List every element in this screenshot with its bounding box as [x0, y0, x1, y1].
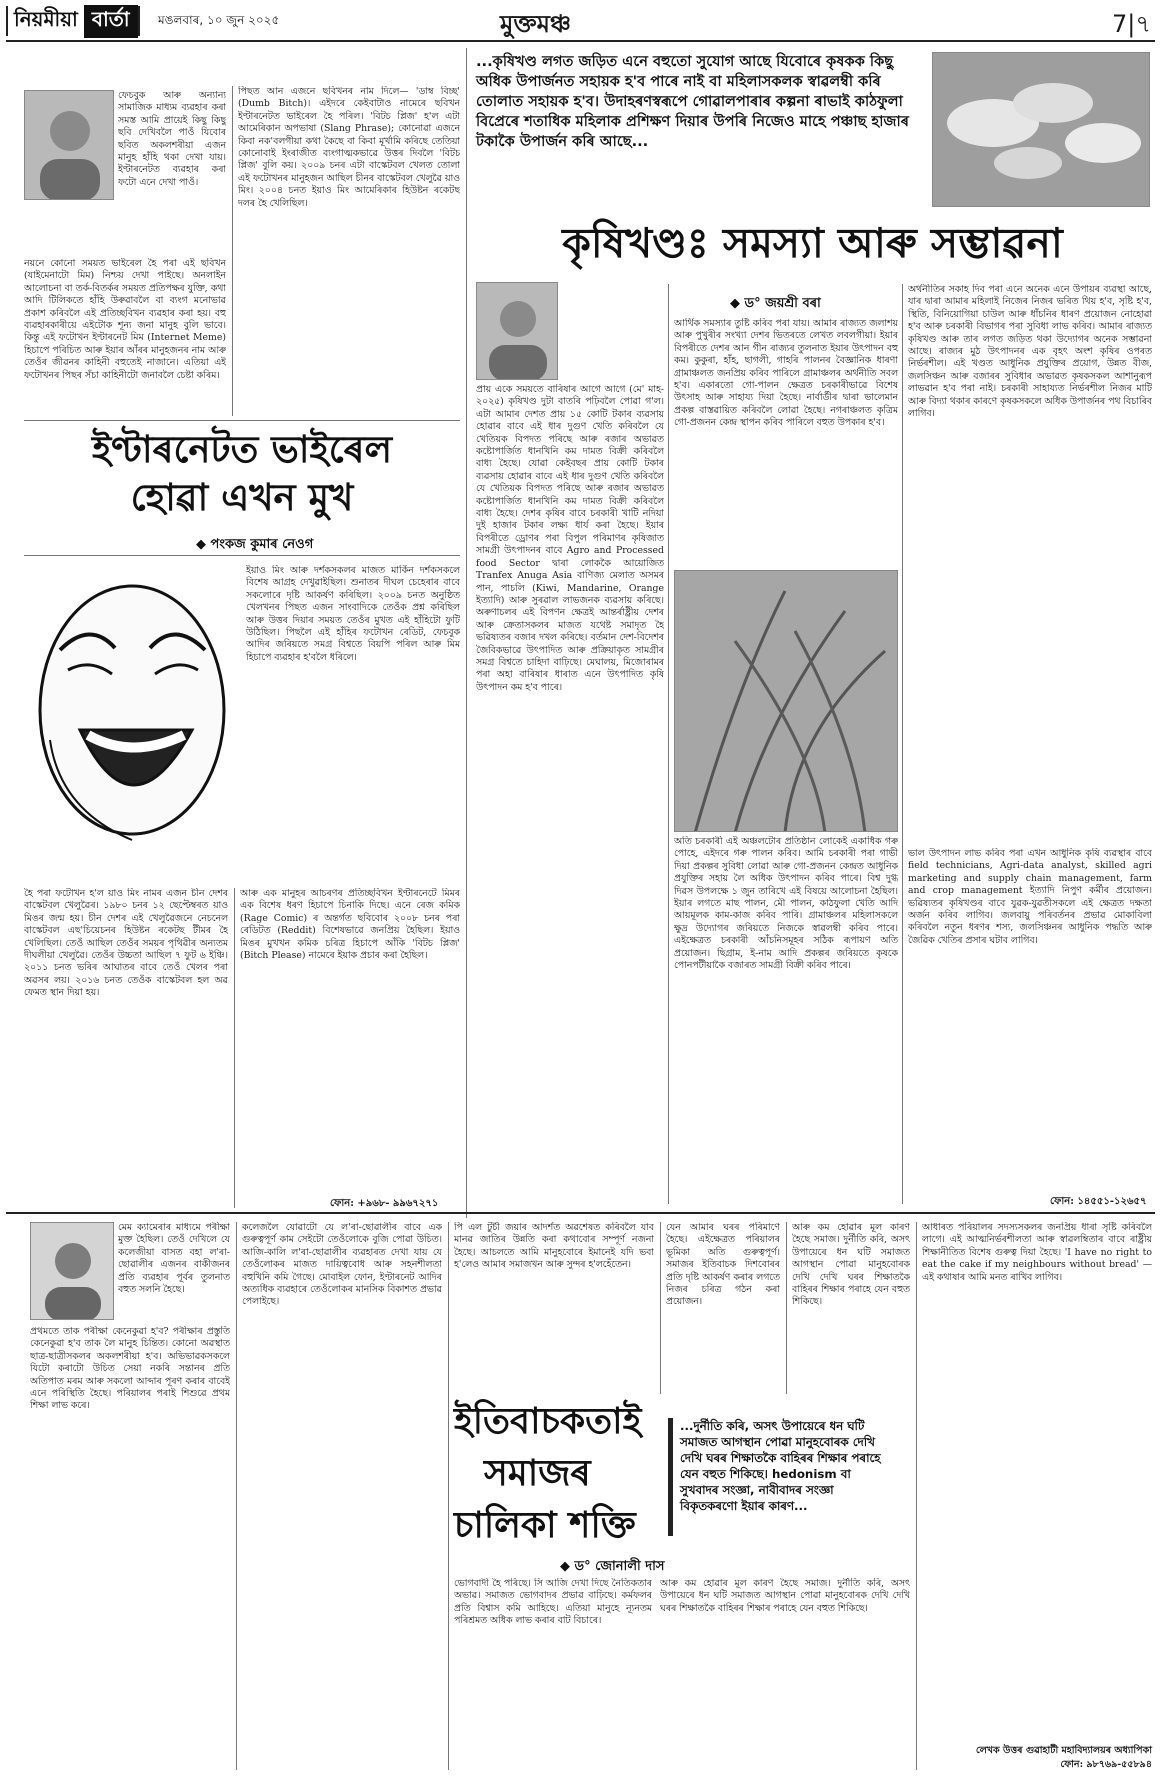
krishi-col3: অৰ্থনীতিৰ সকাহ দিব পৰা এনে অনেক এনে উপায়ৰ ব্যৱস্থা আছে, যাৰ দ্বাৰা আমাৰ মহিলাই নিজেৰ নিজৰ ভৰিত থিয় হ'ব, সৃষ্টি হ'ব, স্থিতি, বিনিয়োগিয়া চাউল আৰু ধাঁচনিৰ ধাৰণ প্ৰয়োজন নোহোৱা হ'ব আৰু চৰকাৰী বিভাগৰ পৰা সুবিধা লাভ কৰিব। আমাৰ ৰাজ্যত কৃষিখণ্ড আৰু তাৰ লগত জড়িত থকা উদ্যোগৰ অনেক সম্ভাৱনা আছে। ৰাজ্যৰ মুঠ উৎপাদনৰ এক বৃহৎ অংশ কৃষিৰ ওপৰত নিৰ্ভৰশীল। এই খণ্ডত আধুনিক প্ৰযুক্তিৰ প্ৰয়োগ, উন্নত বীজ, জলসিঞ্চন আৰু বজাৰৰ সুবিধাৰ অভাৱত কৃষকসকল আশানুৰূপ লাভৱান হ'ব পৰা নাই। চৰকাৰী সাহায্যত নিৰ্ভৰশীল নিজৰ মাটি আৰু বিদ্যা থকাৰ কাৰণে কৃষকসকলে অধিক উপাৰ্জনৰ পথ বিচাৰিব লাগিব। — [908, 284, 1152, 420]
logo-part1: নিয়মীয়া — [8, 5, 84, 38]
page-divider — [466, 48, 467, 1218]
internet-bottom-left: হৈ পৰা ফটোখন হ'ল য়াও মিং নামৰ এজন চীন দেশৰ বাস্কেটবল খেলুৱৈৰ। ১৯৮০ চনৰ ১২ ছেপ্টেম্বৰত য়াও মিঙৰ জন্ম হয়। চীন দেশৰ এই খেলুৱৈজনে নেচনেল বাস্কেটবল এছ'চিয়েচনৰ হিউষ্টন ৰকেটছ টীমৰ হৈ খেলিছিল। তেওঁ আছিল তেওঁৰ সময়ৰ পৃথিৱীৰ অন্যতম দীঘলীয়া খেলুৱৈ। তেওঁৰ উচ্চতা আছিল ৭ ফুট ৬ ইঞ্চি। ২০১১ চনত ভৰিৰ আঘাতৰ বাবে তেওঁ খেলৰ পৰা অৱসৰ লয়। ২০১৬ চনত তেওঁক বাস্কেটবল হল অৱ ফেমত স্থান দিয়া হয়। — [24, 888, 228, 999]
positivity-intro: মেম ক্যামেৰাৰ মাধ্যমে পৰীক্ষা মুক্ত হৈছিল। তেওঁ দেখিলে যে কলেজীয়া বাসত বহা ল'ৰা-ছোৱালীৰ এজনৰ বাকীজনৰ প্ৰতি ব্যৱহাৰ পূৰ্বৰ তুলনাত বহুত সলনি হৈছে। — [118, 1222, 230, 1296]
paddy-plant-icon — [675, 571, 898, 832]
diamond-icon: ◆ — [196, 537, 211, 552]
positivity-col6-top: আৰু কম হোৱাৰ মূল কাৰণ হৈছে সমাজ। দুৰ্নীতি কৰি, অসৎ উপায়েৰে ধন ঘটি সমাজত আগস্থান পোৱা মানুহবোৰক দেখি দেখি ঘৰৰ শিক্ষাতকৈ বাহিৰৰ শিক্ষাৰ পৰাহে যেন বহুত শিকিছে। — [792, 1222, 910, 1308]
krishi-col5: ভাল উৎপাদন লাভ কৰিব পৰা এখন আধুনিক কৃষি ব্যৱস্থাৰ বাবে field technicians, Agri-data analyst, skilled agri marketing and supply chain management, farm and crop management ইত্যাদি নিপুণ কৰ্মীৰ প্ৰয়োজন। ভৱিষ্যতৰ কৃষিখণ্ডৰ বাবে যুৱক-যুৱতীসকলে এই ক্ষেত্ৰত দক্ষতা অৰ্জন কৰিব লাগিব। জলবায়ু পৰিবৰ্তনৰ প্ৰভাৱ মোকাবিলা কৰিবলৈ নতুন ধৰণৰ শস্য, জলসিঞ্চনৰ আধুনিক পদ্ধতি আৰু জৈৱিক খেতিৰ প্ৰসাৰ ঘটাব লাগিব। — [908, 848, 1152, 946]
issue-date: মঙলবাৰ, ১০ জুন ২০২৫ — [158, 13, 280, 27]
column-divider — [668, 284, 669, 1204]
positivity-col2: কলেজলৈ যোৱাটো যে ল'ৰা-ছোৱালীৰ বাবে এক গুৰুত্বপূৰ্ণ কাম সেইটো তেওঁলোকে বুজি পোৱা উচিত। আজি-কালি ল'ৰা-ছোৱালীৰ ব্যৱহাৰত দেখা যায় যে তেওঁলোকৰ মাজত দায়িত্ববোধ আৰু সহনশীলতা বহুখিনি কমি গৈছে। মোবাইল ফোন, ইণ্টাৰনেট আদিৰ অত্যধিক ব্যৱহাৰে তেওঁলোকৰ মানসিক বিকাশত প্ৰভাৱ পেলাইছে। — [242, 1222, 442, 1308]
positivity-quote: ...দুৰ্নীতি কৰি, অসৎ উপায়েৰে ধন ঘটি সমাজত আগস্থান পোৱা মানুহবোৰক দেখি দেখি ঘৰৰ শিক্ষাতকৈ বাহিৰৰ শিক্ষাৰ পৰাহে যেন বহুত শিকিছে। hedonism বা সুখবাদৰ সংজ্ঞা, নাবীবাদৰ সংজ্ঞা বিকৃতকৰণো ইয়াৰ কাৰণ... — [680, 1419, 881, 1513]
column-divider — [902, 284, 903, 1204]
diamond-icon: ◆ — [730, 296, 745, 311]
positivity-headline-line1: ইতিবাচকতাই — [454, 1401, 642, 1442]
krishi-byline — [730, 294, 821, 315]
positivity-col7: আধাৰত পৰিয়ালৰ সদস্যসকলৰ জনপ্ৰিয় ধাৰা সৃষ্টি কৰিবলৈ লাগে। এই আত্মনিৰ্ভৰশীলতা আৰু স্বাৱলম্বিতাৰ বাবে ৰাষ্ট্ৰীয় শিক্ষানীতিত বিশেষ গুৰুত্ব দিয়া হৈছে। 'I have no right to eat the cake if my neighbours without bread' — এই কথাষাৰ আমি মনত ৰাখিব লাগিব। — [922, 1222, 1152, 1283]
positivity-phone: ফোন: ৯৮৭৬৯-৫৫৮৯৪ — [1060, 1759, 1152, 1770]
internet-author: পংকজ কুমাৰ নেওগ — [210, 537, 314, 552]
person-icon — [25, 91, 114, 200]
page-number: 7|৭ — [1112, 10, 1151, 38]
byline-rule — [24, 555, 460, 556]
lower-section-rule — [6, 1212, 1155, 1214]
section-rule — [24, 420, 460, 421]
positivity-col4: ভোগবাদী হৈ পৰিছে। সি আজি দেখা দিছে নৈতিকতাৰ অভাৱ। সমাজত ভোগবাদৰ প্ৰভাৱ বাঢ়িছে। কৰ্মফলৰ প্ৰতি বিশ্বাস কমি আহিছে। এতিয়া মানুহে ন্যূনতম পৰিশ্ৰমত অধিক লাভ কৰাৰ বাট বিচাৰে। — [454, 1578, 652, 1627]
column-divider — [236, 1222, 237, 1770]
author-photo-pankaj — [24, 90, 114, 200]
section-title: মুক্তমঞ্চ — [500, 10, 571, 38]
positivity-col6: আৰু কম হোৱাৰ মূল কাৰণ হৈছে সমাজ। দুৰ্নীতি কৰি, অসৎ উপায়েৰে ধন ঘটি সমাজত আগস্থান পোৱা মানুহবোৰক দেখি দেখি ঘৰৰ শিক্ষাতকৈ বাহিৰৰ শিক্ষাৰ পৰাহে যেন বহুত শিকিছে। — [660, 1578, 910, 1614]
column-divider — [234, 888, 235, 1208]
positivity-headline-line2: সমাজৰ — [484, 1453, 591, 1494]
internet-headline-line1: ইণ্টাৰনেটত ভাইৰেল — [91, 428, 393, 471]
positivity-headline — [454, 1396, 664, 1552]
rage-comic-face — [20, 570, 240, 880]
author-photo-joyashree — [476, 282, 558, 380]
person-icon — [31, 1223, 114, 1320]
laughing-face-icon — [20, 570, 240, 880]
positivity-author-note: লেখক উত্তৰ গুৱাহাটী মহাবিদ্যালয়ৰ অধ্যাপিকা — [975, 1745, 1152, 1756]
internet-right-body: ইয়াও মিং আৰু দৰ্শকসকলৰ মাজত মাৰ্কিন দৰ্শকসকলে বিশেষ আগ্ৰহ দেখুৱাইছিল। শুনাতৰ দীঘল চেহেৰাৰ বাবে সকলোৰে দৃষ্টি আকৰ্ষণ কৰিছিল। ২০০৯ চনত অনুষ্ঠিত খেলখনৰ পিছত এজন সাংবাদিকে তেওঁক প্ৰশ্ন কৰিছিল আৰু উত্তৰ দিয়াৰ সময়ত তেওঁৰ মুখত এই হাঁহিটো ফুটি উঠিছিল। পিছলৈ এই হাঁহিৰ ফটোখন ৰেডিট, ফেচবুক আদিৰ জৰিয়তে সমগ্ৰ বিশ্বতে বিয়পি পৰিল আৰু মিম হিচাপে ব্যৱহাৰ হ'বলৈ ধৰিলে। — [246, 565, 460, 663]
krishi-col4: অতি চৰকাৰী এই অঞ্চলটোৰ প্ৰতিষ্ঠান লোকেই একাধিক গৰু পোহে, এইদৰে গৰু পালন কৰিব। আমি চৰকাৰী পৰা গাভী দিয়া প্ৰকল্পৰ সুবিধা লোৱা আৰু গো-প্ৰজনন কেন্দ্ৰত আধুনিক প্ৰযুক্তিৰ সহায় লৈ অধিক উৎপাদন কৰিব পাৰে। বিশ্ব দুগ্ধ দিৱস উপলক্ষে ১ জুন তাৰিখে এই বিষয়ে আলোচনা হৈছিল। ইয়াৰ লগতে মাছ পালন, মৌ পালন, কাঠফুলা খেতি আদি আয়মূলক কাম-কাজ কৰিব পাৰি। গ্ৰামাঞ্চলৰ মহিলাসকলে ক্ষুদ্ৰ উদ্যোগৰ জৰিয়তে নিজকে স্বাৱলম্বী কৰিব পাৰে। এইক্ষেত্ৰত চৰকাৰী আঁচনিসমূহৰ সঠিক ৰূপায়ণ অতি প্ৰয়োজন। ছিগ্ৰাম, ই-নাম আদি প্ৰকল্পৰ জৰিয়তে কৃষকে পোনপটীয়াকৈ বজাৰত সামগ্ৰী বিক্ৰী কৰিব পাৰে। — [674, 836, 898, 972]
person-icon — [477, 283, 558, 380]
facebook-intro: ফেচবুক আৰু অন্যান্য সামাজিক মাধ্যম ব্যৱহাৰ কৰা সমস্ত আমি প্ৰায়েই কিছু কিছু ছবি দেখিবলৈ পাওঁ যিবোৰ ছবিত অকলশৰীয়া এজন মানুহ হাঁহি থকা দেখা যায়। ইণ্টাৰনেটত ব্যৱহাৰ কৰা ফটো এনে দেখা পাওঁ। — [118, 90, 226, 188]
internet-col1-body: নয়নে কোনো সময়ত ভাইৰেল হৈ পৰা এই ছবিখন (যাইমেনাটো মিম) নিশ্চয় দেখা পাইছে। অনলাইন আলোচনা বা তৰ্ক-বিতৰ্কৰ সময়ত প্ৰতিপক্ষৰ যুক্তি, কথা আদি টিলিকতে হাঁহি উৰুৱাবলৈ বা ব্যংগ মনোভাৱ প্ৰকাশ কৰিবলৈ এই প্ৰতিচ্ছবিখন ব্যৱহাৰ কৰা হয়। বহু ব্যৱহাৰকাৰীয়ে এইটোক শূন্য জনা মানুহ বুলি ভাবে। কিন্তু এই ফটোখন ইণ্টাৰনেট মিম (Internet Meme) হিচাপে পৰিচিত আৰু ইয়াৰ আঁৰৰ মানুহজনৰ নাম আৰু তেওঁৰ জীৱনৰ কাহিনী বহুতেই নাজানে। এতিয়া এই ফটোখনৰ পিছৰ সঁচা কাহিনীটো জনাবলৈ চেষ্টা কৰিম। — [24, 258, 226, 381]
masthead-rule — [6, 40, 1155, 42]
column-divider — [786, 1222, 787, 1394]
column-divider — [232, 86, 233, 416]
krishi-col2: আৰ্থিক সমস্যাৰ তুষ্টি কৰিব পৰা যায়। আমাৰ ৰাজ্যত জলাশয় আৰু পুখুৰীৰ সংখ্যা দেশৰ ভিতৰতে লেখত লবলগীয়া। ইয়াৰ বিপৰীতে দেশৰ আন গীন ৰাজ্যৰ তুলনাত ইয়াৰ উৎপাদন বহু কম। কুকুৰা, হাঁহ, ছাগলী, গাহৰি পালনৰ বৈজ্ঞানিক ধাৰণা গ্ৰামাঞ্চলত জনপ্ৰিয় কৰিব পাৰিলে গ্ৰামাঞ্চলৰ অৰ্থনীতি সবল হ'ব। একাৰতো গো-পালন ক্ষেত্ৰত চৰকাৰীভাৱে বিশেষ উৎসাহ আৰু সাহায্য দিয়া হৈছে। নাৰ্বাৰ্ডীৰ দ্বাৰা ভালেমান প্ৰকল্প বাস্তৱায়িত কৰিবলৈ লোৱা হৈছে। নগৰাঞ্চলত কৃত্ৰিম গো-প্ৰজনন কেন্দ্ৰ স্থাপন কৰিব পাৰিলে বহুত উপকাৰ হ'ব। — [674, 318, 898, 429]
positivity-col5: যেন আমাৰ ঘৰৰ পৰিমাণে হৈছে। এইক্ষেত্ৰত পৰিয়ালৰ ভূমিকা অতি গুৰুত্বপূৰ্ণ। সমাজৰ ইতিবাচক দিশবোৰৰ প্ৰতি দৃষ্টি আকৰ্ষণ কৰাৰ লগতে নিজৰ চৰিত্ৰ গঠন কৰা প্ৰয়োজন। — [666, 1222, 780, 1308]
column-divider — [660, 1222, 661, 1394]
positivity-headline-line3: চালিকা শক্তি — [454, 1505, 636, 1546]
positivity-col3: পি এল টুৰ্চী জয়াৰ আদৰ্শত অৱশেষত কৰিবলৈ যাব মানৱ জাতিৰ উন্নতি কৰা কথাবোৰ সম্পূৰ্ণ নজনা হৈছে। আচলতে আমি মানুহবোৰে ইমানেই যদি ভবা হ'লেও আমাৰ সমাজখন আৰু সুন্দৰ হ'লহেঁতেন। — [454, 1222, 654, 1271]
krishi-quote: ...কৃষিখণ্ড লগত জড়িত এনে বহুতো সুযোগ আছে যিবোৰে কৃষকক কিছু অধিক উপাৰ্জনত সহায়ক হ'ব পাৰে নাই বা মহিলাসকলক স্বাৱলম্বী কৰি তোলাত সহায়ক হ'ব। উদাহৰণস্বৰূপে গোৱালপাৰাৰ কল্পনা ৰাভাই কাঠফুলা বিপ্ৰেৰে শতাধিক মহিলাক প্ৰশিক্ষণ দিয়াৰ উপৰি নিজেও মাহে পঞ্চাছ হাজাৰ টকাকৈ উপাৰ্জন কৰি আছে... — [476, 53, 909, 150]
newspaper-logo — [6, 6, 140, 36]
internet-col2-body: পিছত আন এজনে ছবিখনৰ নাম দিলে— 'ডাম্ব বিচ্ছ' (Dumb Bitch)। এইদৰে কেইবাটাও নামেৰে ছবিখন ইণ্টাৰনেটত ভাইৰেল হৈ পৰিল। 'বিটচ প্লিজ' হ'ল এটা আমেৰিকান অপভাষা (Slang Phrase); কোনোৱা এজনে কিবা নক'বলগীয়া কথা কৈছে বা কিবা মূৰ্খামি কৰিছে তেতিয়া কোনোবাই ইংৰাজীত ব্যংগাত্মকভাৱে উত্তৰ দিবলৈ 'বিটচ প্লিজ' বুলি কয়। ২০০৯ চনৰ এটা বাস্কেটবল খেলত তোলা এই ফটোখনৰ মানুহজন আছিল চীনৰ বাস্কেটবল খেলুৱৈ য়াও মিং। ২০০৪ চনত ইয়াও মিং আমেৰিকাৰ হিউষ্টন ৰকেটছ দলৰ হৈ খেলিছিল। — [238, 86, 460, 209]
positivity-byline — [560, 1557, 664, 1578]
logo-part2: বাৰ্তা — [84, 5, 138, 38]
krishi-author: ড° জয়শ্ৰী বৰা — [744, 296, 821, 311]
diamond-icon: ◆ — [560, 1559, 575, 1574]
internet-byline — [196, 535, 313, 556]
positivity-col1: প্ৰথমতে তাক পৰীক্ষা কেনেকুৱা হ'ব? পৰীক্ষাৰ প্ৰস্তুতি কেনেকুৱা হ'ব তাক লৈ মানুহ চিন্তিত। কোনো অৱস্থাত ছাত্ৰ-ছাত্ৰীসকলৰ অকলশৰীয়া হ'ব। অভিভাৱকসকলে যিটো কৰাটো উচিত সেয়া নকৰি সন্তানৰ প্ৰতি অতিপাত মৰম আৰু সকলো আব্দাৰ পূৰণ কৰাৰ বাবেই এনে পৰিস্থিতি হৈছে। পৰিয়ালৰ পৰাই শিশুৱে প্ৰথম শিক্ষা লাভ কৰে। — [30, 1326, 230, 1412]
quote-bar — [668, 1418, 673, 1536]
author-photo-jonali — [30, 1222, 114, 1320]
internet-headline-line2: হোৱা এখন মুখ — [130, 476, 354, 519]
paddy-photo — [674, 570, 898, 832]
column-divider — [448, 1222, 449, 1770]
krishi-col1: প্ৰায় একে সময়তে বাৰিষাৰ আগে আগে (মে' মাহ- ২০২৫) কৃষিখণ্ড দুটা বাতৰি পঢ়িবলৈ পোৱা গ'ল। এটা আমাৰ দেশত প্ৰায় ১৫ কোটি টকাৰ ব্যৱসায় হোৱাৰ বাবে এই ধাৰ দুগুণ খেতি কৰিবলৈ যে খেতিয়ক বিপদত পৰিছে আৰু ৰজাৰ অভাৱত কষ্টোপাৰ্জিত ধানখিনি কম দামত বিক্ৰী কৰিবলৈ বাধ্য হৈছে। যোৱা কেইবছৰ প্ৰায় কোটি টকাৰ ব্যৱসায় হোৱাৰ বাবে এই ধাৰ দুগুণ খেতি কৰিবলৈ যে খেতিয়ক বিপদত পৰিছে আৰু ৰজাৰ অভাৱত কষ্টোপাৰ্জিত ধানখিনি কম দামত বিক্ৰী কৰিবলৈ বাধ্য হৈছে। দেশৰ কৃষিৰ বাবে চৰকাৰী খাটি নদিয়া দুই হাজাৰ টকাৰ লক্ষ্য ধাৰ্য কৰা হৈছে। ইয়াৰ বিপৰীতে ড্ৰোণৰ পৰা বিপুল পৰিমাণৰ কৃষিজাত সামগ্ৰী উৎপাদনৰ বাবে Agro and Processed food Sector দ্বাৰা লোককৈ আয়োজিত Tranfex Anuga Asia বাণিজ্য মেলাত অসমৰ পান, পাচলি (Kiwi, Mandarine, Orange ইত্যাদি) আৰু সুৰৱাল লাভজনক ব্যৱসায় কৰিছে। অৰুণাচলৰ এই বিপণন ক্ষেত্ৰই আন্তৰ্ৰাষ্ট্ৰীয় দেশৰ আৰু ক্ৰেতাসকলৰ মাজত যথেষ্ট সমাদৃত হৈ ভৱিষ্যতৰ বজাৰ দখল কৰিছে। বৰ্তমান দেশ-বিদেশৰ জৈবিকভাৱে উৎপাদিত আৰু প্ৰক্ৰিয়াকৃত সামগ্ৰীৰ সমগ্ৰ বিশ্বতে চাহিদা বাঢ়িছে। মেঘালয়, মিজোৰামৰ পৰা অহা বাৰিষাৰ ধাৰাত এনে উৎপাদিত কৃষি উৎপাদন কম হ'ব পাৰে। — [476, 384, 664, 693]
positivity-author: ড° জোনালী দাস — [574, 1559, 665, 1574]
mushroom-photo — [932, 52, 1150, 207]
column-divider — [916, 1222, 917, 1770]
internet-headline — [24, 426, 460, 522]
krishi-phone: ফোন: ১৪৫৫১-১২৬৫৭ — [1050, 1196, 1147, 1207]
internet-bottom-middle: আৰু এক মানুহৰ আচৰণৰ প্ৰতিচ্ছবিখন ইণ্টাৰনেটে মিমৰ এক বিশেষ ধৰণ হিচাপে চিনাকি দিছে। এনে ৰেজ কমিক (Rage Comic) ৰ অন্তৰ্গত ছবিবোৰ ২০০৮ চনৰ পৰা ৰেডিটত (Reddit) বিশেষভাৱে জনপ্ৰিয় হৈছিল। ইয়াও মিঙৰ মুখখন কমিক চৰিত্ৰ হিচাপে আঁকি 'বিটচ প্লিজ' (Bitch Please) নামেৰে ইয়াক প্ৰচাৰ কৰা হৈছিল। — [240, 888, 460, 962]
internet-phone: ফোন: +৯৬৮- ৯৯৬৭২৭১ — [330, 1198, 439, 1209]
krishi-headline: কৃষিখণ্ডঃ সমস্যা আৰু সম্ভাৱনা — [562, 219, 1063, 267]
mushroom-icon — [933, 53, 1150, 207]
